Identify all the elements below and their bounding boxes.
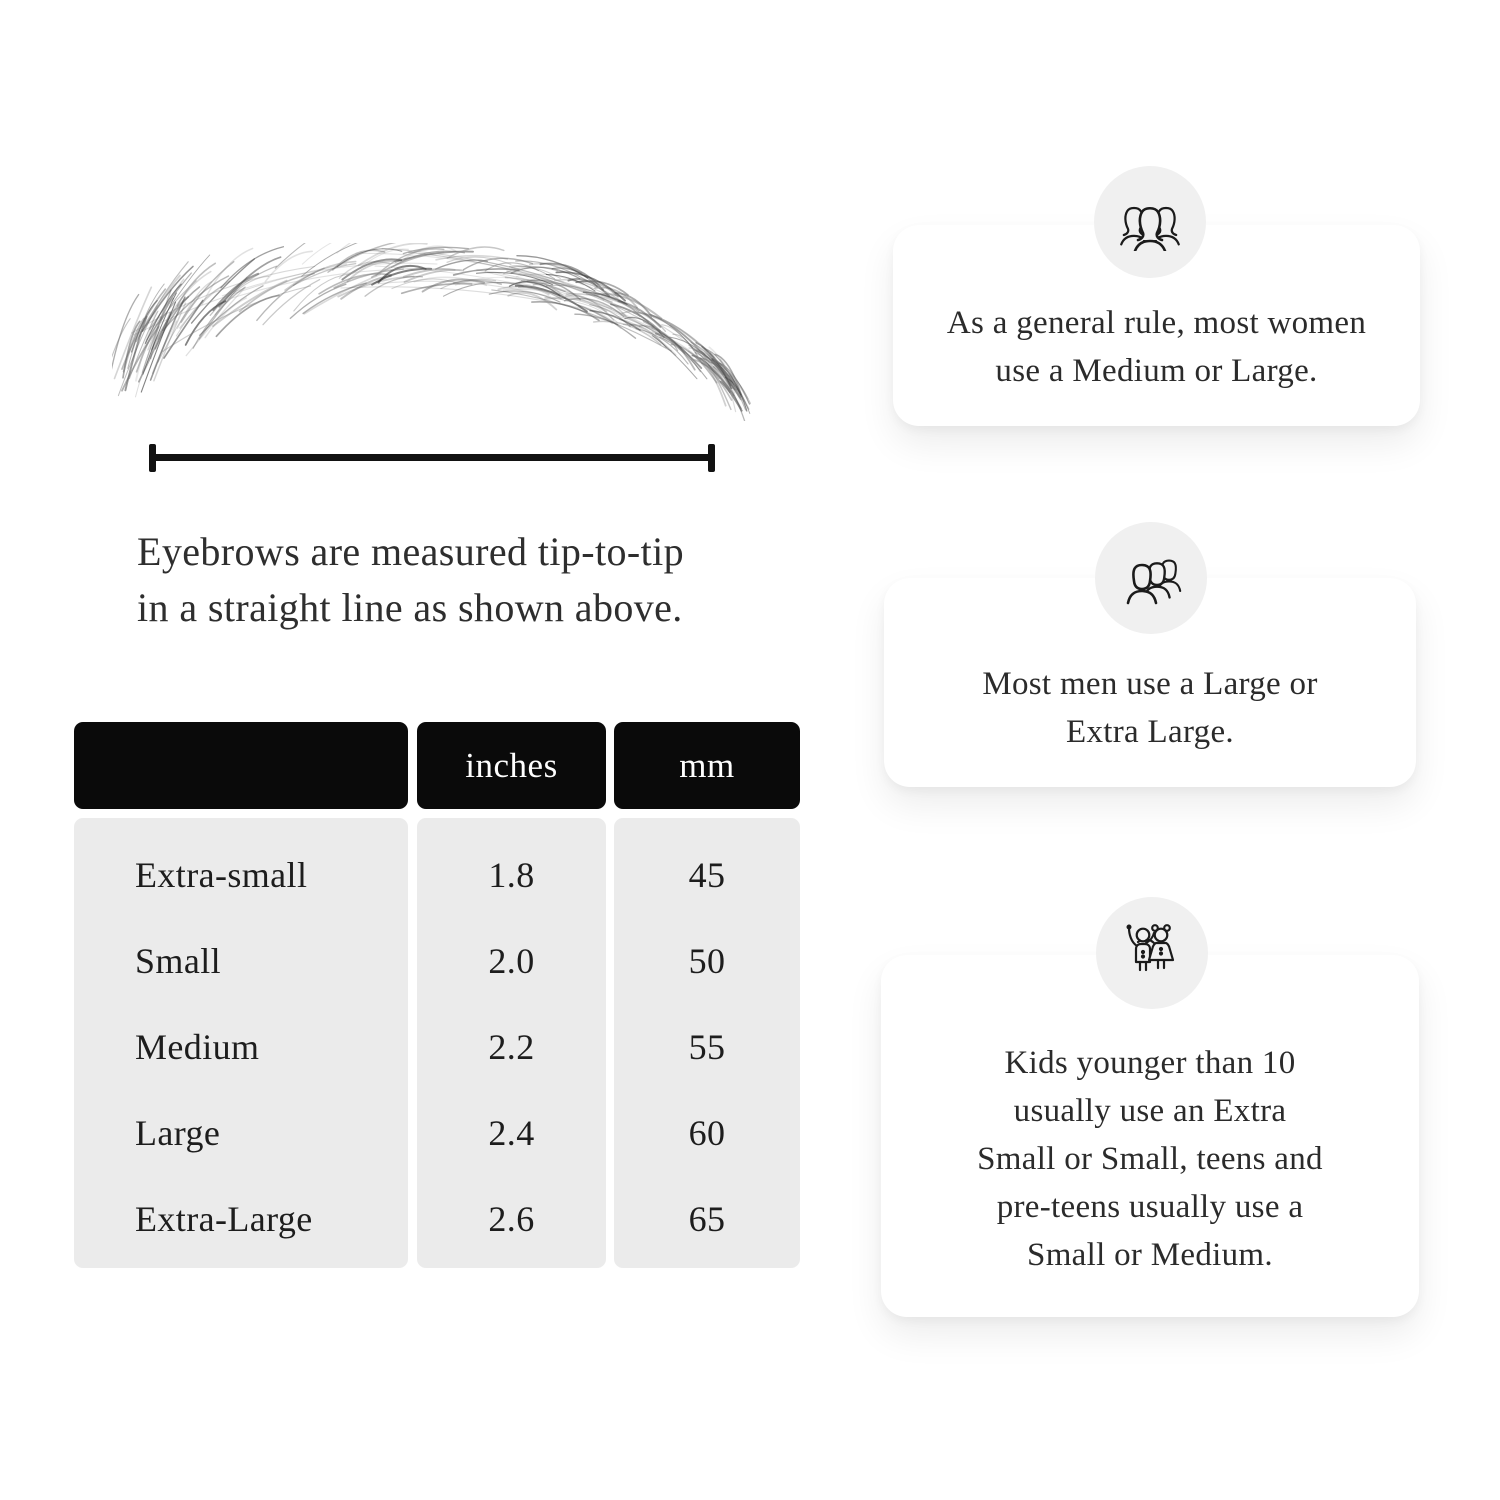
card-text-line: use a Medium or Large. (995, 353, 1318, 389)
mm-value: 45 (688, 855, 726, 895)
mm-value: 65 (688, 1199, 726, 1239)
card-text-line: pre-teens usually use a (996, 1189, 1304, 1225)
card-text (977, 1039, 1323, 1279)
inches-value: 2.2 (488, 1027, 535, 1067)
inches-column (417, 818, 606, 1268)
size-table-body (74, 818, 800, 1268)
size-label: Large (135, 1113, 221, 1153)
inches-value: 2.0 (488, 941, 535, 981)
measurement-line-right-cap (708, 444, 715, 472)
card-text-line: Small or Medium. (1027, 1237, 1273, 1273)
children-icon (1116, 922, 1188, 984)
size-name-column (74, 818, 408, 1268)
card-text-line: As a general rule, most women (946, 305, 1367, 341)
size-label: Extra-small (135, 855, 308, 895)
men-guidance-card (884, 578, 1416, 787)
header-cell-size (74, 722, 408, 809)
measurement-line-bar (151, 454, 713, 461)
card-text-line: Small or Small, teens and (977, 1141, 1323, 1177)
card-text-line: usually use an Extra (1013, 1093, 1287, 1129)
size-table (74, 722, 800, 1268)
inches-value: 1.8 (488, 855, 535, 895)
icon-circle (1095, 522, 1207, 634)
icon-circle (1096, 897, 1208, 1009)
header-cell-inches: inches (417, 722, 606, 809)
men-group-icon (1114, 549, 1188, 607)
inches-value: 2.4 (488, 1113, 535, 1153)
header-cell-mm: mm (614, 722, 800, 809)
kids-guidance-card (881, 955, 1419, 1317)
card-text-line: Most men use a Large or (982, 666, 1318, 702)
mm-value: 55 (688, 1027, 726, 1067)
eyebrow-illustration (112, 243, 752, 421)
caption-line: in a straight line as shown above. (137, 585, 683, 630)
women-group-icon (1113, 193, 1187, 251)
mm-value: 60 (688, 1113, 726, 1153)
size-table-header (74, 722, 800, 809)
measurement-caption (137, 524, 684, 636)
mm-column (614, 818, 800, 1268)
icon-circle (1094, 166, 1206, 278)
card-text (982, 660, 1317, 756)
measurement-line (149, 444, 715, 472)
size-label: Extra-Large (135, 1199, 313, 1239)
caption-line: Eyebrows are measured tip-to-tip (137, 529, 685, 574)
size-label: Medium (135, 1027, 260, 1067)
eyebrow-sketch (112, 243, 752, 421)
card-text-line: Kids younger than 10 (1004, 1045, 1296, 1081)
size-label: Small (135, 941, 222, 981)
card-text-line: Extra Large. (1066, 714, 1234, 750)
mm-value: 50 (688, 941, 726, 981)
women-guidance-card (893, 225, 1420, 426)
card-text (947, 299, 1366, 395)
inches-value: 2.6 (488, 1199, 535, 1239)
